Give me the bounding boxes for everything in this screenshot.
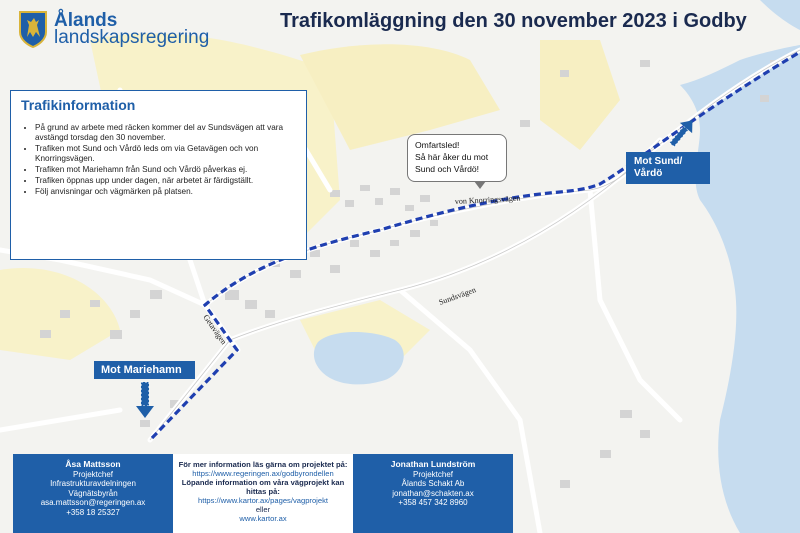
more-info-link2[interactable]: https://www.kartor.ax/pages/vagprojekt [197,496,328,505]
contact-left-email[interactable]: asa.mattsson@regeringen.ax [40,498,146,507]
road-label-knorring: von Knorringsvägen [454,193,521,206]
contact-footer [13,454,513,533]
info-item: • Följ anvisningar och vägmärken på platsen. [35,187,296,197]
contact-right-company: Ålands Schakt Ab [401,479,465,488]
direction-mariehamn: Mot Mariehamn [94,361,195,379]
detour-bubble [407,134,507,182]
direction-sund-line2: Vårdö [634,168,663,179]
contact-right [353,454,513,533]
logo [18,10,209,48]
more-info-link1[interactable]: https://www.regeringen.ax/godbyrondellen [192,469,334,478]
page-title: Trafikomläggning den 30 november 2023 i Godby [280,10,747,32]
bubble-line2: Så här åker du mot [415,152,489,162]
direction-sund-line1: Mot Sund/ [634,156,683,167]
more-info-line1: För mer information läs gärna om projektet på: [178,460,348,469]
contact-right-email[interactable]: jonathan@schakten.ax [392,488,474,498]
info-item: • Trafiken mot Sund och Vårdö leds om via Getavägen och von Knorringsvägen. [35,144,296,164]
contact-right-phone: +358 457 342 8960 [398,498,468,507]
more-info-line3: hittas på: [246,487,280,496]
direction-sund-vardo [626,152,710,184]
contact-left [13,454,173,533]
contact-left-phone: +358 18 25327 [66,507,120,517]
info-title: Trafikinformation [21,97,136,113]
more-info [173,454,353,533]
more-info-link3[interactable]: www.kartor.ax [239,514,287,523]
more-info-line2: Löpande information om våra vägprojekt kan [181,478,345,487]
info-item: • På grund av arbete med räcken kommer del av Sundsvägen att vara avstängd torsdag den 30 november. [35,123,296,143]
road-label-sunds: Sundsvägen [437,285,478,307]
contact-right-name: Jonathan Lundström [390,459,476,469]
road-label-geta: Getavägen [201,312,229,347]
info-list [21,123,296,197]
logo-line2: landskapsregering [54,27,210,48]
bubble-line3: Sund och Vårdö! [415,164,480,174]
info-box [10,90,307,260]
contact-right-role: Projektchef [412,469,454,479]
more-info-or: eller [255,505,271,514]
contact-left-role: Projektchef [72,469,114,479]
coat-of-arms-icon [18,10,48,48]
bubble-line1: Omfartsled! [415,140,460,150]
logo-line1: Ålands [54,10,118,31]
contact-left-dept1: Infrastrukturavdelningen [50,479,136,488]
info-item: • Trafiken mot Mariehamn från Sund och Vårdö påverkas ej. [35,165,296,175]
contact-left-name: Åsa Mattsson [65,459,121,469]
info-item: • Trafiken öppnas upp under dagen, när arbetet är färdigställt. [35,176,296,186]
contact-left-dept2: Vägnätsbyrån [68,488,118,498]
bubble-tail [474,181,486,189]
